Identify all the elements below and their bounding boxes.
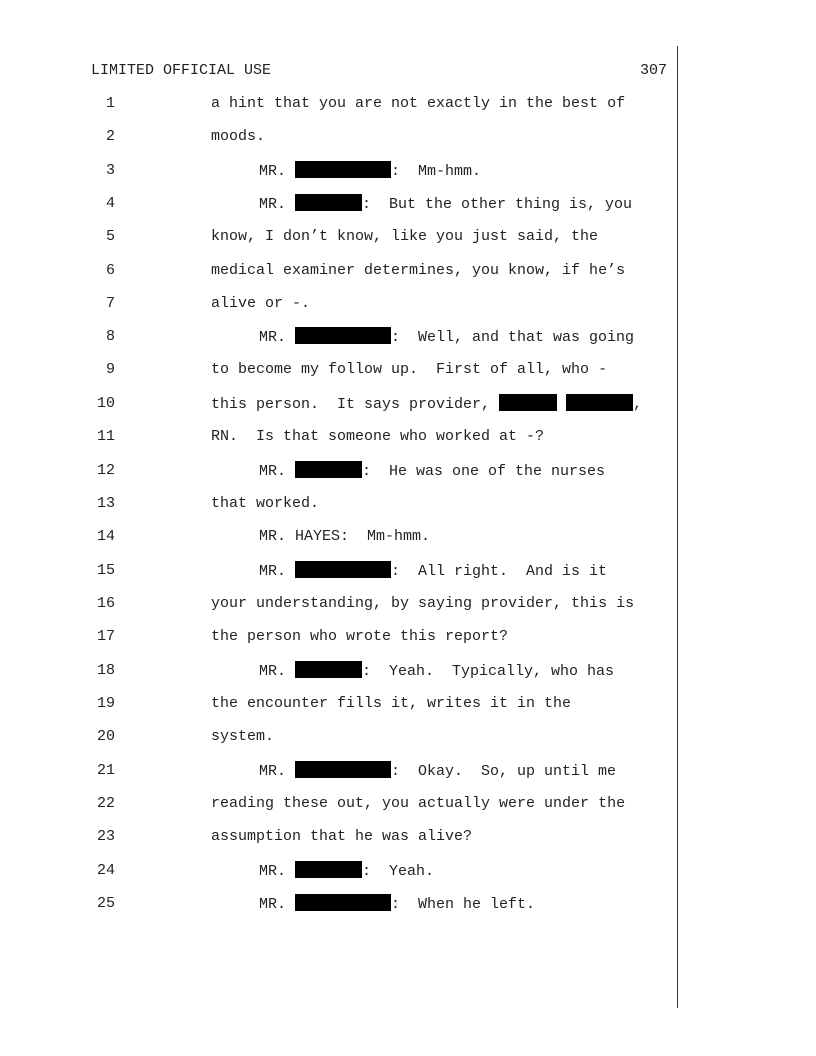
transcript-line [0, 761, 816, 781]
line-text [259, 661, 614, 682]
transcript-line [0, 694, 816, 714]
line-number: 11 [96, 428, 115, 445]
speaker-prefix: MR. [259, 763, 296, 780]
transcript-line [0, 627, 816, 647]
transcript-line [0, 494, 816, 514]
line-text-suffix: : Okay. So, up until me [391, 763, 617, 780]
line-text [211, 394, 642, 415]
line-number: 9 [105, 361, 115, 378]
line-text [259, 194, 632, 215]
line-text-suffix: : All right. And is it [391, 563, 608, 580]
speaker-prefix: MR. [259, 329, 296, 346]
transcript-line [0, 360, 816, 380]
transcript-line [0, 127, 816, 147]
redaction-block [295, 161, 391, 178]
line-text: MR. HAYES: Mm-hmm. [259, 528, 431, 545]
transcript-line [0, 261, 816, 281]
line-text: know, I don’t know, like you just said, the [211, 228, 599, 245]
line-number: 23 [96, 828, 115, 845]
transcript-line [0, 794, 816, 814]
redaction-block [295, 327, 391, 344]
line-text: medical examiner determines, you know, if he’s [211, 262, 626, 279]
transcript-line [0, 594, 816, 614]
transcript-line [0, 394, 816, 414]
transcript-line [0, 94, 816, 114]
transcript-line [0, 161, 816, 181]
line-number: 15 [96, 562, 115, 579]
line-number: 4 [105, 195, 115, 212]
line-text: moods. [211, 128, 266, 145]
line-text: RN. Is that someone who worked at -? [211, 428, 545, 445]
line-number: 5 [105, 228, 115, 245]
transcript-line [0, 827, 816, 847]
line-number: 1 [105, 95, 115, 112]
line-number: 12 [96, 462, 115, 479]
transcript-line [0, 527, 816, 547]
redaction-block [295, 861, 362, 878]
line-number: 13 [96, 495, 115, 512]
transcript-line [0, 727, 816, 747]
line-text-suffix: , [633, 396, 643, 413]
line-number: 18 [96, 662, 115, 679]
transcript-line [0, 294, 816, 314]
speaker-prefix: MR. [259, 163, 296, 180]
line-text: system. [211, 728, 275, 745]
transcript-line [0, 327, 816, 347]
line-text-prefix: this person. It says provider, [211, 396, 500, 413]
line-text: a hint that you are not exactly in the best of [211, 95, 626, 112]
line-number: 6 [105, 262, 115, 279]
line-number: 19 [96, 695, 115, 712]
line-text-suffix: : Yeah. Typically, who has [362, 663, 615, 680]
redaction-block [499, 394, 557, 411]
line-text [259, 327, 634, 348]
line-text-suffix: : When he left. [391, 896, 536, 913]
line-number: 2 [105, 128, 115, 145]
speaker-prefix: MR. [259, 196, 296, 213]
line-text: assumption that he was alive? [211, 828, 473, 845]
line-text: alive or -. [211, 295, 311, 312]
line-text [259, 861, 434, 882]
transcript-line [0, 661, 816, 681]
transcript-line [0, 427, 816, 447]
line-number: 22 [96, 795, 115, 812]
line-text: the person who wrote this report? [211, 628, 509, 645]
line-text-suffix: : Well, and that was going [391, 329, 635, 346]
speaker-prefix: MR. [259, 563, 296, 580]
speaker-prefix: MR. [259, 863, 296, 880]
line-text [259, 894, 535, 915]
redaction-block [295, 561, 391, 578]
line-text [259, 161, 481, 182]
redaction-block [295, 894, 391, 911]
redaction-block [295, 461, 362, 478]
line-text-suffix: : He was one of the nurses [362, 463, 606, 480]
line-text: to become my follow up. First of all, who - [211, 361, 608, 378]
line-text: reading these out, you actually were under the [211, 795, 626, 812]
transcript-line [0, 461, 816, 481]
line-text [259, 561, 607, 582]
line-text: your understanding, by saying provider, this is [211, 595, 635, 612]
redaction-block [566, 394, 633, 411]
line-text: the encounter fills it, writes it in the [211, 695, 572, 712]
line-number: 7 [105, 295, 115, 312]
line-text [259, 461, 605, 482]
transcript-line [0, 194, 816, 214]
line-number: 25 [96, 895, 115, 912]
redaction-block [295, 661, 362, 678]
line-number: 17 [96, 628, 115, 645]
line-text: that worked. [211, 495, 320, 512]
speaker-prefix: MR. [259, 663, 296, 680]
redaction-block [295, 761, 391, 778]
line-number: 14 [96, 528, 115, 545]
speaker-prefix: MR. [259, 463, 296, 480]
redaction-block [295, 194, 362, 211]
page-number: 307 [639, 62, 667, 79]
line-number: 20 [96, 728, 115, 745]
transcript-line [0, 861, 816, 881]
line-number: 10 [96, 395, 115, 412]
speaker-prefix: MR. [259, 896, 296, 913]
transcript-line [0, 227, 816, 247]
line-text-suffix: : But the other thing is, you [362, 196, 633, 213]
line-number: 16 [96, 595, 115, 612]
line-number: 8 [105, 328, 115, 345]
transcript-line [0, 561, 816, 581]
line-text [259, 761, 616, 782]
line-number: 24 [96, 862, 115, 879]
line-text-suffix: : Yeah. [362, 863, 435, 880]
line-number: 21 [96, 762, 115, 779]
line-number: 3 [105, 162, 115, 179]
line-text-suffix: : Mm-hmm. [391, 163, 482, 180]
transcript-line [0, 894, 816, 914]
classification-header: LIMITED OFFICIAL USE [91, 62, 272, 79]
